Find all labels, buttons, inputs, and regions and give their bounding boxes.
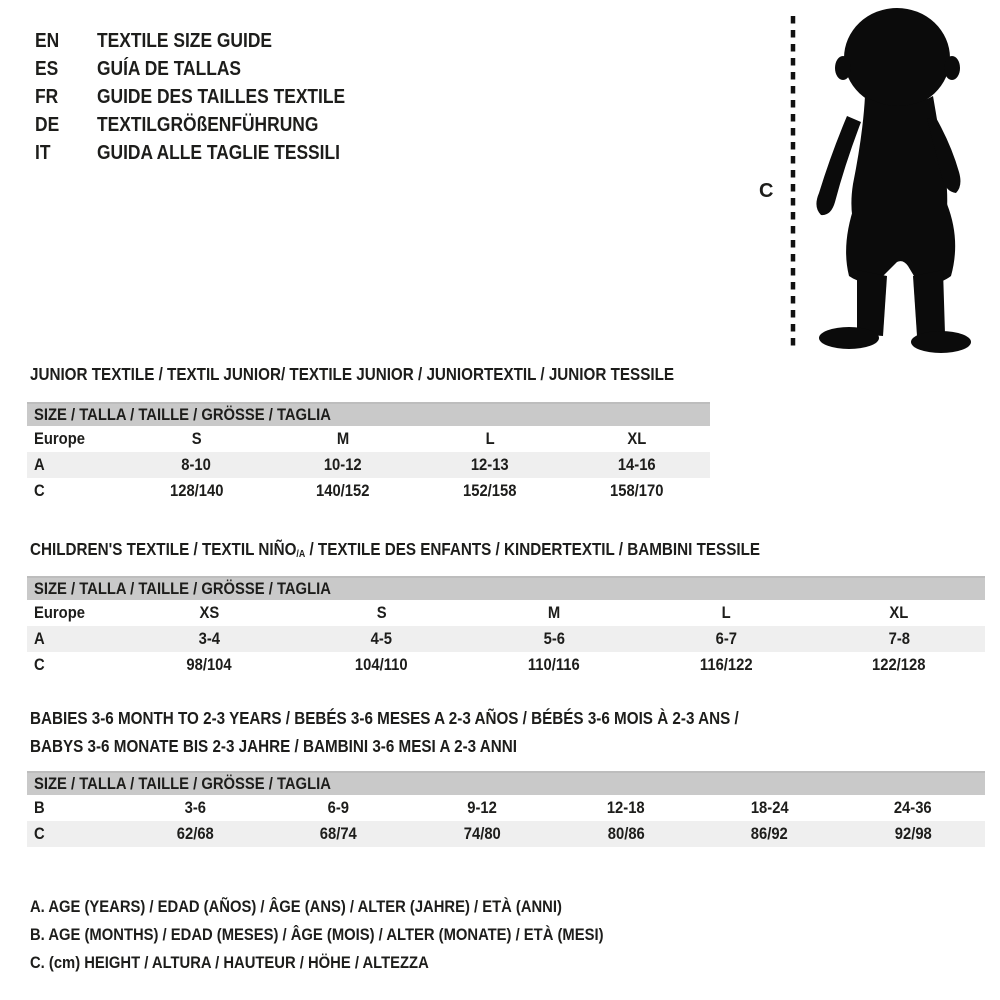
cell-text: S (191, 429, 202, 448)
table-cell (123, 824, 267, 844)
table-title-line (30, 360, 674, 388)
table-cell (841, 824, 985, 844)
row-label-cell (27, 655, 123, 675)
table-cell (123, 629, 295, 649)
table-cell (813, 629, 985, 649)
table-row-a (27, 452, 710, 478)
table-cell (468, 655, 640, 675)
table-title-babies (27, 704, 985, 760)
table-cell (123, 603, 295, 623)
language-code: FR (35, 85, 59, 108)
cell-text: M (547, 603, 561, 622)
language-label: TEXTILGRÖßENFÜHRUNG (97, 113, 319, 136)
size-header-label: SIZE / TALLA / TAILLE / GRÖSSE / TAGLIA (34, 579, 331, 598)
cell-text: M (336, 429, 350, 448)
language-row-en (35, 27, 382, 55)
height-measure-label: C (759, 180, 774, 202)
language-code: DE (35, 113, 60, 136)
table-cell (267, 824, 411, 844)
table-cell (468, 603, 640, 623)
cell-text: 24-36 (894, 798, 933, 817)
language-label: GUIDE DES TAILLES TEXTILE (97, 85, 346, 108)
cell-text: XS (199, 603, 220, 622)
table-title-children (27, 535, 985, 569)
size-header-bar (27, 402, 710, 426)
table-cell (123, 481, 270, 501)
table-cell (270, 429, 417, 449)
cell-text: 80/86 (607, 824, 645, 843)
cell-text: S (376, 603, 387, 622)
size-header-label: SIZE / TALLA / TAILLE / GRÖSSE / TAGLIA (34, 774, 331, 793)
legend-line-c: C. (cm) HEIGHT / ALTURA / HAUTEUR / HÖHE / ALTEZZA (30, 953, 429, 972)
table-row-b (27, 795, 985, 821)
cell-text: 6-7 (715, 629, 738, 648)
table-cell (698, 798, 842, 818)
table-cell (640, 603, 812, 623)
table-cell (813, 655, 985, 675)
row-label-cell (27, 603, 123, 623)
language-label: GUÍA DE TALLAS (97, 57, 242, 80)
cell-text: C (34, 655, 45, 674)
table-row-europe (27, 600, 985, 626)
size-header-bar (27, 576, 985, 600)
cell-text: 12-18 (606, 798, 645, 817)
cell-text: 128/140 (169, 481, 224, 500)
cell-text: 92/98 (894, 824, 932, 843)
table-cell (841, 798, 985, 818)
size-table-babies (27, 771, 985, 847)
table-title-text: CHILDREN'S TEXTILE / TEXTIL NIÑO (30, 539, 297, 559)
cell-text: 3-4 (198, 629, 220, 648)
size-table-junior (27, 402, 710, 504)
table-cell (813, 603, 985, 623)
table-cell (640, 655, 812, 675)
height-measure-figure (745, 4, 995, 354)
cell-text: C (34, 481, 45, 500)
table-cell (417, 481, 564, 501)
cell-text: 4-5 (370, 629, 393, 648)
cell-text: 8-10 (181, 455, 212, 474)
row-label-cell (27, 455, 123, 475)
cell-text: C (34, 824, 45, 843)
legend (30, 893, 1000, 977)
cell-text: XL (889, 603, 909, 622)
table-row-europe (27, 426, 710, 452)
table-row-a (27, 626, 985, 652)
toddler-silhouette (745, 4, 995, 354)
language-code: IT (35, 141, 51, 164)
table-cell (468, 629, 640, 649)
cell-text: 18-24 (750, 798, 789, 817)
cell-text: 86/92 (751, 824, 789, 843)
language-row-it (35, 139, 382, 167)
cell-text: 68/74 (319, 824, 358, 843)
language-code: EN (35, 29, 60, 52)
table-title-line (30, 704, 739, 732)
table-cell (554, 824, 698, 844)
cell-text: A (34, 455, 45, 474)
table-section-children (27, 535, 985, 674)
table-cell (123, 798, 267, 818)
language-row-de (35, 111, 382, 139)
cell-text: 140/152 (316, 481, 370, 500)
table-row-c (27, 821, 985, 847)
size-header-bar (27, 771, 985, 795)
size-header-label: SIZE / TALLA / TAILLE / GRÖSSE / TAGLIA (34, 405, 331, 424)
table-title-text: BABYS 3-6 MONATE BIS 2-3 JAHRE / BAMBINI 3-6 MESI A 2-3 ANNI (30, 736, 517, 756)
cell-text: 10-12 (324, 455, 363, 474)
cell-text: L (485, 429, 495, 448)
row-label-cell (27, 629, 123, 649)
language-label: TEXTILE SIZE GUIDE (97, 29, 272, 52)
row-label-cell (27, 824, 123, 844)
table-cell (698, 824, 842, 844)
table-title-text: JUNIOR TEXTILE / TEXTIL JUNIOR/ TEXTILE JUNIOR / JUNIORTEXTIL / JUNIOR TESSILE (30, 364, 675, 384)
cell-text: 12-13 (470, 455, 509, 474)
table-cell (410, 824, 554, 844)
cell-text: 5-6 (543, 629, 565, 648)
table-cell (123, 655, 295, 675)
cell-text: Europe (34, 429, 85, 448)
cell-text: 74/80 (463, 824, 501, 843)
cell-text: 110/116 (528, 655, 580, 674)
language-guide (35, 27, 382, 167)
table-row-c (27, 478, 710, 504)
cell-text: 62/68 (176, 824, 214, 843)
table-cell (563, 481, 710, 501)
table-cell (123, 429, 270, 449)
table-cell (563, 429, 710, 449)
cell-text: 9-12 (467, 798, 497, 817)
language-row-es (35, 55, 382, 83)
cell-text: 98/104 (186, 655, 232, 674)
table-cell (417, 429, 564, 449)
cell-text: B (34, 798, 45, 817)
legend-line-b: B. AGE (MONTHS) / EDAD (MESES) / ÂGE (MOIS) / ALTER (MONATE) / ETÀ (MESI) (30, 925, 604, 944)
cell-text: L (721, 603, 731, 622)
table-title-junior (27, 360, 710, 388)
size-table-children (27, 576, 985, 678)
table-title-text: / TEXTILE DES ENFANTS / KINDERTEXTIL / BAMBINI TESSILE (305, 539, 761, 559)
cell-text: 116/122 (700, 655, 753, 674)
cell-text: 122/128 (872, 655, 926, 674)
cell-text: XL (627, 429, 647, 448)
table-cell (410, 798, 554, 818)
cell-text: 14-16 (617, 455, 656, 474)
table-cell (563, 455, 710, 475)
cell-text: 7-8 (888, 629, 910, 648)
cell-text: Europe (34, 603, 85, 622)
row-label-cell (27, 429, 123, 449)
table-title-line (30, 732, 517, 760)
cell-text: 3-6 (184, 798, 206, 817)
table-cell (295, 629, 467, 649)
table-cell (640, 629, 812, 649)
table-section-junior (27, 360, 710, 500)
row-label-cell (27, 798, 123, 818)
cell-text: 158/170 (609, 481, 664, 500)
cell-text: 104/110 (355, 655, 408, 674)
table-row-c (27, 652, 985, 678)
table-title-line (30, 535, 760, 569)
table-cell (417, 455, 564, 475)
legend-line-a: A. AGE (YEARS) / EDAD (AÑOS) / ÂGE (ANS) / ALTER (JAHRE) / ETÀ (ANNI) (30, 897, 562, 916)
cell-text: A (34, 629, 45, 648)
table-cell (267, 798, 411, 818)
cell-text: 6-9 (327, 798, 350, 817)
language-label: GUIDA ALLE TAGLIE TESSILI (97, 141, 340, 164)
table-title-text: /A (296, 549, 306, 561)
language-row-fr (35, 83, 382, 111)
table-cell (270, 455, 417, 475)
table-cell (270, 481, 417, 501)
language-code: ES (35, 57, 59, 80)
table-cell (123, 455, 270, 475)
table-section-babies (27, 704, 985, 843)
table-title-text: BABIES 3-6 MONTH TO 2-3 YEARS / BEBÉS 3-6 MESES A 2-3 AÑOS / BÉBÉS 3-6 MOIS À 2-3 ANS / (30, 708, 739, 728)
table-cell (295, 655, 467, 675)
cell-text: 152/158 (463, 481, 517, 500)
table-cell (554, 798, 698, 818)
table-cell (295, 603, 467, 623)
row-label-cell (27, 481, 123, 501)
